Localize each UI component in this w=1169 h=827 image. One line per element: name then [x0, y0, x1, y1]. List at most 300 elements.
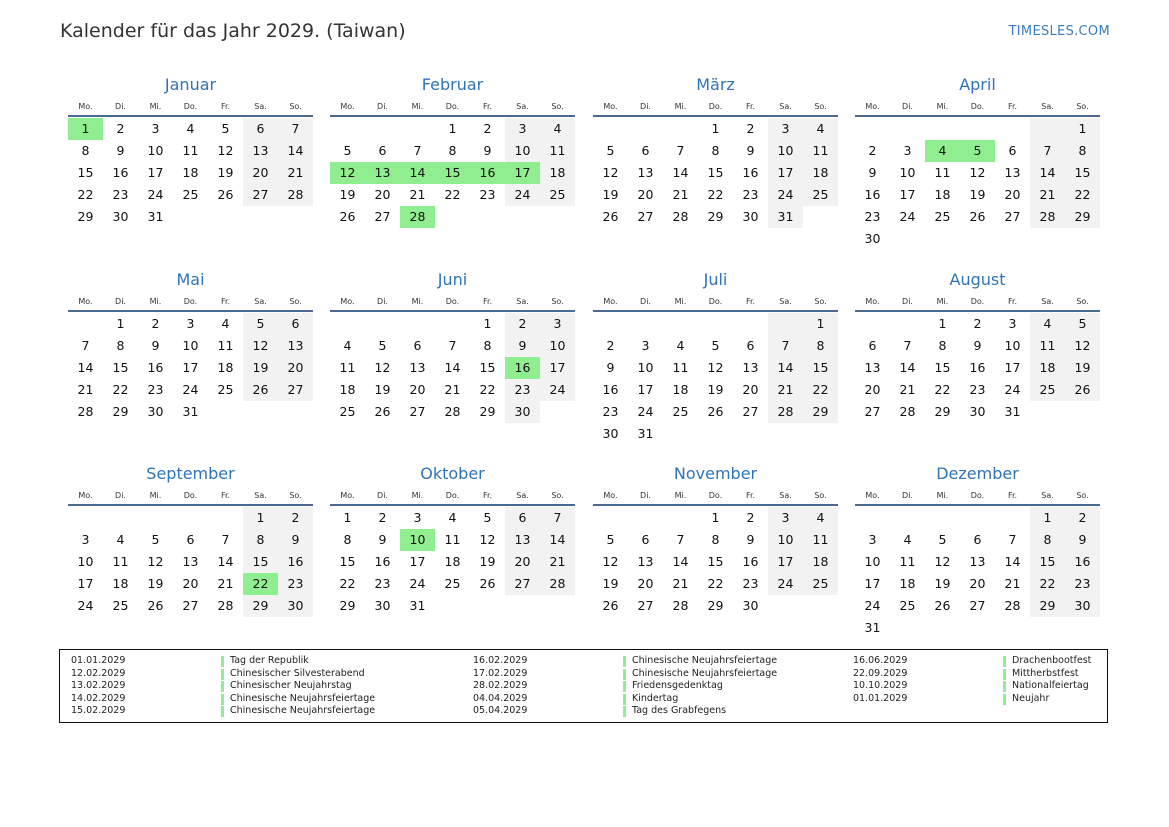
month-name: August [949, 270, 1006, 289]
day-cell: 3 [903, 143, 912, 158]
day-cell: 27 [278, 379, 313, 401]
day-cell: 12 [1065, 335, 1100, 357]
day-cell: 26 [602, 598, 619, 613]
empty-cell [470, 595, 505, 617]
day-cell: 30 [374, 598, 391, 613]
day-cell: 13 [637, 165, 654, 180]
day-cell: 9 [151, 338, 160, 353]
day-cell: 20 [742, 382, 759, 397]
empty-cell [330, 313, 365, 335]
day-cell: 25 [672, 404, 689, 419]
day-cell: 23 [278, 573, 313, 595]
day-cell: 7 [768, 335, 803, 357]
empty-cell [628, 313, 663, 335]
day-cell: 23 [742, 576, 759, 591]
weekday-label: Do. [183, 102, 198, 111]
day-cell: 17 [182, 360, 199, 375]
day-cell: 18 [899, 576, 916, 591]
empty-cell [243, 401, 278, 423]
day-cell: 7 [278, 118, 313, 140]
holiday-color-marker [221, 656, 224, 667]
day-cell: 14 [768, 357, 803, 379]
weekday-header [68, 488, 313, 506]
month-name: Juni [437, 270, 468, 289]
holiday-day-cell: 28 [400, 206, 435, 228]
weekday-label: Mo. [865, 491, 880, 500]
day-cell: 2 [505, 313, 540, 335]
day-cell: 21 [540, 551, 575, 573]
day-cell: 13 [505, 529, 540, 551]
day-cell: 8 [711, 143, 720, 158]
day-cell: 23 [505, 379, 540, 401]
day-cell: 5 [483, 510, 492, 525]
day-cell: 2 [606, 338, 615, 353]
day-cell: 24 [864, 598, 881, 613]
day-cell: 13 [409, 360, 426, 375]
legend-holiday-name: Chinesischer Silvesterabend [230, 667, 365, 679]
day-cell: 29 [479, 404, 496, 419]
day-cell: 28 [1030, 206, 1065, 228]
day-cell: 12 [243, 335, 278, 357]
weekday-header [330, 294, 575, 312]
holiday-color-marker [623, 656, 626, 667]
empty-cell [803, 423, 838, 445]
month-name: Februar [421, 75, 484, 94]
day-cell: 21 [444, 382, 461, 397]
weekday-label: Fr. [745, 102, 756, 111]
weekday-label: Sa. [1041, 102, 1054, 111]
day-grid [855, 313, 1100, 423]
day-cell: 27 [637, 598, 654, 613]
legend-holiday-name: Chinesische Neujahrsfeiertage [632, 667, 778, 679]
day-cell: 23 [112, 187, 129, 202]
day-cell: 28 [540, 573, 575, 595]
day-cell: 19 [243, 357, 278, 379]
legend-holiday-name: Neujahr [1012, 692, 1050, 704]
weekday-header [593, 488, 838, 506]
day-cell: 14 [899, 360, 916, 375]
legend-date: 13.02.2029 [71, 680, 126, 692]
day-cell: 28 [672, 598, 689, 613]
day-cell: 19 [969, 187, 986, 202]
day-cell: 30 [112, 209, 129, 224]
day-cell: 6 [378, 143, 387, 158]
weekday-label: Do. [708, 102, 723, 111]
empty-cell [995, 617, 1030, 639]
day-cell: 21 [899, 382, 916, 397]
day-cell: 7 [448, 338, 457, 353]
day-cell: 11 [112, 554, 129, 569]
day-cell: 11 [803, 140, 838, 162]
day-cell: 7 [540, 507, 575, 529]
weekday-label: Di. [640, 102, 651, 111]
day-cell: 10 [540, 335, 575, 357]
day-cell: 12 [969, 165, 986, 180]
day-cell: 1 [483, 316, 492, 331]
day-cell: 26 [147, 598, 164, 613]
day-cell: 27 [742, 404, 759, 419]
empty-cell [1065, 228, 1100, 250]
day-cell: 15 [77, 165, 94, 180]
empty-cell [733, 423, 768, 445]
holiday-day-cell: 13 [365, 162, 400, 184]
weekday-label: Mo. [340, 491, 355, 500]
empty-cell [768, 423, 803, 445]
day-cell: 8 [483, 338, 492, 353]
empty-cell [1030, 401, 1065, 423]
day-cell: 30 [742, 209, 759, 224]
day-cell: 17 [768, 551, 803, 573]
weekday-label: Sa. [254, 491, 267, 500]
empty-cell [960, 507, 995, 529]
day-cell: 10 [182, 338, 199, 353]
day-cell: 22 [1065, 184, 1100, 206]
weekday-label: Fr. [1007, 297, 1018, 306]
day-cell: 4 [903, 532, 912, 547]
day-cell: 4 [676, 338, 685, 353]
weekday-label: Mo. [603, 102, 618, 111]
weekday-label: Mi. [674, 297, 687, 306]
day-cell: 8 [243, 529, 278, 551]
weekday-label: Do. [708, 297, 723, 306]
day-cell: 31 [864, 620, 881, 635]
day-cell: 25 [803, 573, 838, 595]
day-cell: 16 [969, 360, 986, 375]
holiday-day-cell: 14 [400, 162, 435, 184]
weekday-label: Fr. [482, 491, 493, 500]
day-cell: 6 [868, 338, 877, 353]
day-cell: 26 [707, 404, 724, 419]
brand-logo-text[interactable]: TIMESLES.COM [1008, 24, 1110, 39]
empty-cell [593, 507, 628, 529]
day-cell: 3 [768, 118, 803, 140]
weekday-label: Di. [640, 491, 651, 500]
day-cell: 13 [182, 554, 199, 569]
day-cell: 11 [217, 338, 234, 353]
day-cell: 30 [278, 595, 313, 617]
day-grid [593, 507, 838, 617]
day-cell: 29 [243, 595, 278, 617]
day-cell: 3 [186, 316, 195, 331]
weekday-label: Sa. [254, 297, 267, 306]
day-cell: 2 [746, 121, 755, 136]
weekday-label: Sa. [516, 297, 529, 306]
legend-entry [71, 655, 309, 668]
day-cell: 18 [803, 551, 838, 573]
day-cell: 11 [1030, 335, 1065, 357]
weekday-label: So. [1076, 491, 1089, 500]
day-cell: 17 [77, 576, 94, 591]
day-cell: 8 [81, 143, 90, 158]
weekday-label: Do. [445, 297, 460, 306]
day-cell: 13 [969, 554, 986, 569]
legend-date: 04.04.2029 [473, 692, 528, 704]
empty-cell [278, 206, 313, 228]
holiday-color-marker [221, 694, 224, 705]
day-cell: 17 [409, 554, 426, 569]
month-name: Mai [176, 270, 205, 289]
legend-entry [71, 680, 352, 693]
day-cell: 23 [602, 404, 619, 419]
day-cell: 16 [112, 165, 129, 180]
day-cell: 10 [1004, 338, 1021, 353]
weekday-header [330, 99, 575, 117]
day-cell: 22 [707, 187, 724, 202]
weekday-label: Mo. [603, 297, 618, 306]
day-cell: 11 [672, 360, 689, 375]
day-cell: 17 [768, 162, 803, 184]
day-cell: 4 [540, 118, 575, 140]
day-cell: 25 [339, 404, 356, 419]
empty-cell [890, 228, 925, 250]
month-11 [593, 462, 838, 617]
day-cell: 26 [602, 209, 619, 224]
day-cell: 10 [768, 140, 803, 162]
day-cell: 16 [1065, 551, 1100, 573]
day-cell: 7 [413, 143, 422, 158]
weekday-label: Sa. [516, 491, 529, 500]
legend-date: 12.02.2029 [71, 667, 126, 679]
day-cell: 1 [803, 313, 838, 335]
month-name: Juli [703, 270, 728, 289]
day-cell: 18 [1030, 357, 1065, 379]
day-cell: 19 [339, 187, 356, 202]
empty-cell [1030, 228, 1065, 250]
day-cell: 21 [77, 382, 94, 397]
empty-cell [173, 206, 208, 228]
day-cell: 5 [1065, 313, 1100, 335]
day-cell: 1 [243, 507, 278, 529]
month-10 [330, 462, 575, 617]
day-cell: 15 [1030, 551, 1065, 573]
day-cell: 24 [77, 598, 94, 613]
day-cell: 5 [606, 143, 615, 158]
day-cell: 24 [147, 187, 164, 202]
day-cell: 3 [151, 121, 160, 136]
weekday-label: Do. [445, 491, 460, 500]
day-cell: 21 [278, 162, 313, 184]
day-cell: 27 [409, 404, 426, 419]
day-cell: 7 [81, 338, 90, 353]
day-cell: 23 [742, 187, 759, 202]
month-2 [330, 73, 575, 228]
day-cell: 13 [278, 335, 313, 357]
day-cell: 14 [77, 360, 94, 375]
empty-cell [365, 313, 400, 335]
empty-cell [995, 118, 1030, 140]
day-cell: 6 [243, 118, 278, 140]
day-cell: 13 [864, 360, 881, 375]
day-cell: 13 [243, 140, 278, 162]
month-8 [855, 268, 1100, 423]
weekday-label: So. [551, 297, 564, 306]
weekday-label: Mi. [149, 297, 162, 306]
day-grid [330, 507, 575, 617]
day-cell: 29 [1065, 206, 1100, 228]
day-grid [855, 507, 1100, 639]
day-cell: 30 [602, 426, 619, 441]
day-cell: 19 [147, 576, 164, 591]
day-cell: 14 [444, 360, 461, 375]
day-cell: 26 [934, 598, 951, 613]
empty-cell [698, 313, 733, 335]
weekday-label: Fr. [745, 491, 756, 500]
day-cell: 18 [540, 162, 575, 184]
day-cell: 25 [444, 576, 461, 591]
empty-cell [628, 507, 663, 529]
day-cell: 9 [505, 335, 540, 357]
day-cell: 30 [1065, 595, 1100, 617]
weekday-label: Do. [970, 102, 985, 111]
day-cell: 27 [505, 573, 540, 595]
day-cell: 7 [676, 532, 685, 547]
weekday-label: Mo. [78, 297, 93, 306]
day-cell: 4 [186, 121, 195, 136]
day-cell: 9 [973, 338, 982, 353]
day-cell: 1 [1030, 507, 1065, 529]
legend-date: 14.02.2029 [71, 692, 126, 704]
weekday-label: So. [551, 102, 564, 111]
day-cell: 20 [243, 162, 278, 184]
month-name: Januar [164, 75, 217, 94]
day-cell: 6 [413, 338, 422, 353]
weekday-label: Di. [902, 491, 913, 500]
day-cell: 20 [278, 357, 313, 379]
legend-date: 22.09.2029 [853, 667, 908, 679]
day-cell: 25 [899, 598, 916, 613]
day-cell: 25 [934, 209, 951, 224]
day-cell: 7 [903, 338, 912, 353]
day-cell: 22 [1030, 573, 1065, 595]
day-cell: 31 [182, 404, 199, 419]
day-cell: 1 [1065, 118, 1100, 140]
empty-cell [663, 507, 698, 529]
day-cell: 11 [934, 165, 951, 180]
empty-cell [925, 507, 960, 529]
weekday-label: Mi. [936, 102, 949, 111]
day-cell: 9 [483, 143, 492, 158]
empty-cell [925, 118, 960, 140]
weekday-label: So. [289, 102, 302, 111]
weekday-label: Di. [377, 297, 388, 306]
day-cell: 30 [147, 404, 164, 419]
empty-cell [925, 228, 960, 250]
empty-cell [540, 401, 575, 423]
day-cell: 20 [505, 551, 540, 573]
weekday-label: Do. [183, 491, 198, 500]
day-cell: 28 [278, 184, 313, 206]
empty-cell [663, 313, 698, 335]
empty-cell [505, 595, 540, 617]
day-cell: 10 [505, 140, 540, 162]
weekday-label: So. [814, 297, 827, 306]
day-cell: 3 [540, 313, 575, 335]
day-cell: 9 [868, 165, 877, 180]
empty-cell [890, 313, 925, 335]
day-cell: 4 [803, 507, 838, 529]
day-cell: 16 [147, 360, 164, 375]
day-cell: 19 [602, 576, 619, 591]
day-cell: 1 [711, 510, 720, 525]
day-cell: 14 [540, 529, 575, 551]
month-1 [68, 73, 313, 228]
month-6 [330, 268, 575, 423]
holiday-color-marker [221, 706, 224, 717]
day-cell: 12 [707, 360, 724, 375]
empty-cell [103, 507, 138, 529]
day-cell: 24 [409, 576, 426, 591]
day-cell: 27 [243, 184, 278, 206]
day-cell: 19 [934, 576, 951, 591]
day-cell: 29 [707, 598, 724, 613]
day-cell: 29 [707, 209, 724, 224]
day-cell: 22 [112, 382, 129, 397]
day-cell: 18 [217, 360, 234, 375]
weekday-label: Di. [902, 297, 913, 306]
day-cell: 24 [637, 404, 654, 419]
day-cell: 8 [1065, 140, 1100, 162]
empty-cell [208, 401, 243, 423]
day-cell: 28 [217, 598, 234, 613]
day-cell: 1 [116, 316, 125, 331]
day-cell: 25 [540, 184, 575, 206]
empty-cell [663, 118, 698, 140]
day-cell: 15 [707, 165, 724, 180]
holiday-day-cell: 5 [960, 140, 995, 162]
day-cell: 14 [278, 140, 313, 162]
day-cell: 5 [243, 313, 278, 335]
month-name: März [696, 75, 735, 94]
empty-cell [960, 228, 995, 250]
day-cell: 17 [864, 576, 881, 591]
day-cell: 20 [182, 576, 199, 591]
weekday-label: Mi. [674, 491, 687, 500]
empty-cell [925, 617, 960, 639]
legend-holiday-name: Chinesische Neujahrsfeiertage [632, 655, 778, 666]
day-cell: 9 [116, 143, 125, 158]
weekday-label: Sa. [779, 297, 792, 306]
day-cell: 1 [343, 510, 352, 525]
legend-date: 15.02.2029 [71, 705, 126, 717]
day-cell: 22 [803, 379, 838, 401]
day-cell: 8 [803, 335, 838, 357]
day-cell: 21 [1004, 576, 1021, 591]
empty-cell [68, 507, 103, 529]
day-cell: 20 [969, 576, 986, 591]
day-cell: 14 [1004, 554, 1021, 569]
empty-cell [400, 118, 435, 140]
weekday-label: Mi. [411, 491, 424, 500]
day-cell: 2 [151, 316, 160, 331]
day-cell: 19 [602, 187, 619, 202]
day-cell: 25 [217, 382, 234, 397]
day-cell: 11 [444, 532, 461, 547]
weekday-header [593, 99, 838, 117]
empty-cell [995, 507, 1030, 529]
weekday-label: Mi. [411, 297, 424, 306]
day-cell: 16 [374, 554, 391, 569]
day-cell: 6 [1008, 143, 1017, 158]
day-cell: 5 [221, 121, 230, 136]
day-cell: 2 [116, 121, 125, 136]
day-cell: 12 [479, 532, 496, 547]
day-cell: 11 [803, 529, 838, 551]
empty-cell [435, 206, 470, 228]
empty-cell [855, 507, 890, 529]
day-cell: 19 [1065, 357, 1100, 379]
day-cell: 27 [969, 598, 986, 613]
weekday-label: Fr. [220, 491, 231, 500]
